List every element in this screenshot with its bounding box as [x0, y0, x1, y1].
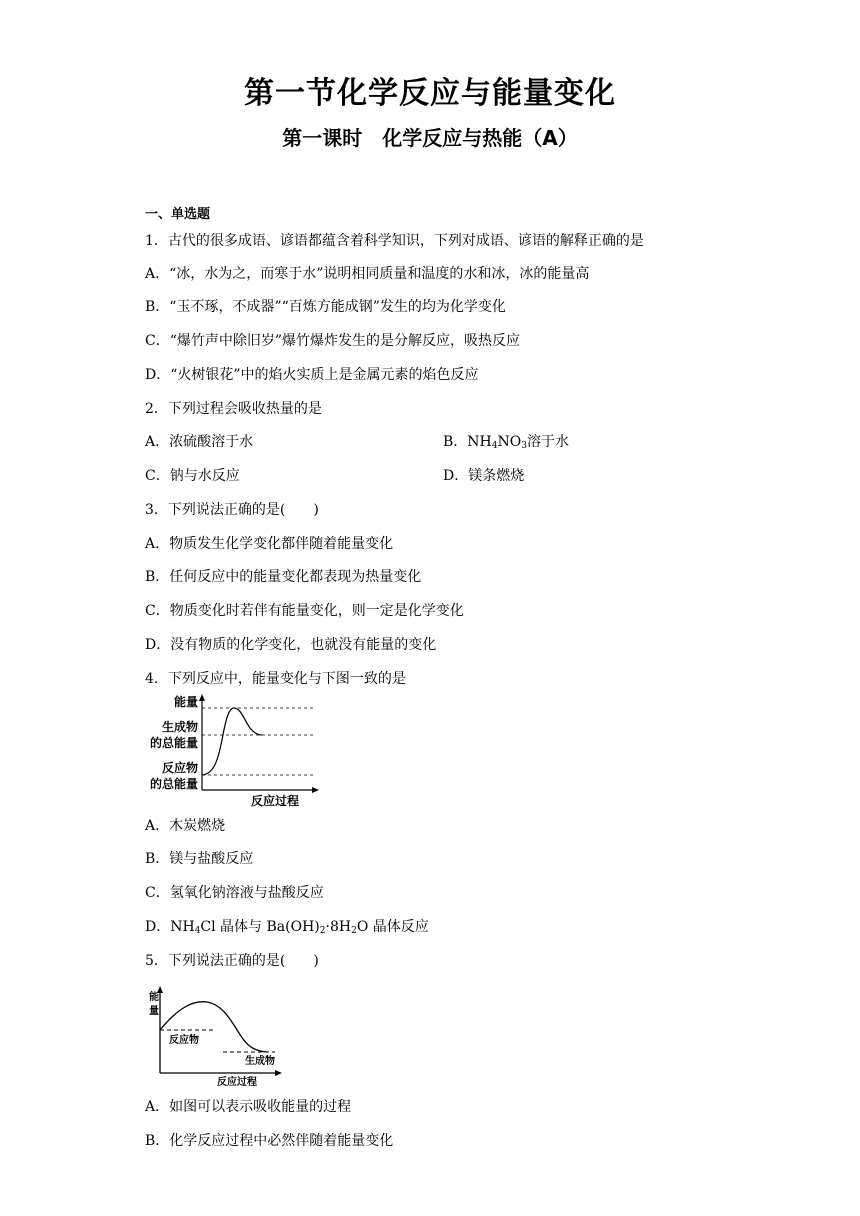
q4-product-label-1: 生成物	[161, 720, 198, 734]
q4-reactant-label-1: 反应物	[161, 761, 198, 775]
q1-option-c: C．“爆竹声中除旧岁”爆竹爆炸发生的是分解反应，吸热反应	[145, 333, 521, 349]
q1-option-a: A．“冰，水为之，而寒于水”说明相同质量和温度的水和冰，冰的能量高	[145, 266, 590, 282]
page-subtitle: 第一课时 化学反应与热能（A）	[282, 126, 578, 150]
q4-reactant-label-2: 的总能量	[149, 777, 198, 791]
section-heading: 一、单选题	[145, 207, 211, 222]
q4-xlabel: 反应过程	[250, 794, 300, 808]
q1-option-b: B．“玉不琢，不成器”“百炼方能成钢”发生的均为化学变化	[145, 299, 506, 315]
q5-option-b: B．化学反应过程中必然伴随着能量变化	[145, 1133, 394, 1149]
q1-stem: 1．古代的很多成语、谚语都蕴含着科学知识，下列对成语、谚语的解释正确的是	[145, 233, 644, 249]
q2-stem: 2．下列过程会吸收热量的是	[145, 401, 322, 417]
q5-ylabel-1: 能	[149, 992, 159, 1003]
q3-stem: 3．下列说法正确的是( )	[145, 502, 319, 518]
q2-option-a: A．浓硫酸溶于水	[145, 434, 254, 450]
q4-option-b: B．镁与盐酸反应	[145, 851, 254, 867]
q5-stem: 5．下列说法正确的是( )	[145, 953, 319, 969]
q3-option-d: D．没有物质的化学变化，也就没有能量的变化	[145, 637, 437, 653]
q3-option-b: B．任何反应中的能量变化都表现为热量变化	[145, 569, 422, 585]
q4-option-d: D．$NH_4Cl$ 晶体与 $Ba(OH)_2\cdot 8H_2O$ 晶体反应	[145, 919, 429, 936]
q3-option-a: A．物质发生化学变化都伴随着能量变化	[145, 536, 394, 552]
q5-xlabel: 反应过程	[217, 1077, 257, 1088]
q5-energy-diagram	[143, 983, 283, 1088]
q3-option-c: C．物质变化时若伴有能量变化，则一定是化学变化	[145, 603, 464, 619]
q4-option-a: A．木炭燃烧	[145, 818, 226, 834]
q2-option-b: B．$NH_4NO_3$溶于水	[443, 434, 569, 451]
q4-energy-diagram	[140, 690, 320, 810]
q4-option-c: C．氢氧化钠溶液与盐酸反应	[145, 885, 324, 901]
q5-ylabel-2: 量	[149, 1006, 159, 1017]
q2-option-c: C．钠与水反应	[145, 468, 240, 484]
q4-product-label-2: 的总能量	[149, 736, 198, 750]
q1-option-d: D．“火树银花”中的焰火实质上是金属元素的焰色反应	[145, 367, 479, 383]
q2-option-d: D．镁条燃烧	[443, 468, 525, 484]
q5-reactant-label: 反应物	[169, 1035, 199, 1046]
q5-product-label: 生成物	[245, 1056, 275, 1067]
q5-option-a: A．如图可以表示吸收能量的过程	[145, 1099, 352, 1115]
page-title: 第一节化学反应与能量变化	[244, 76, 616, 111]
q4-ylabel: 能量	[173, 695, 198, 709]
q4-stem: 4．下列反应中，能量变化与下图一致的是	[145, 671, 406, 687]
